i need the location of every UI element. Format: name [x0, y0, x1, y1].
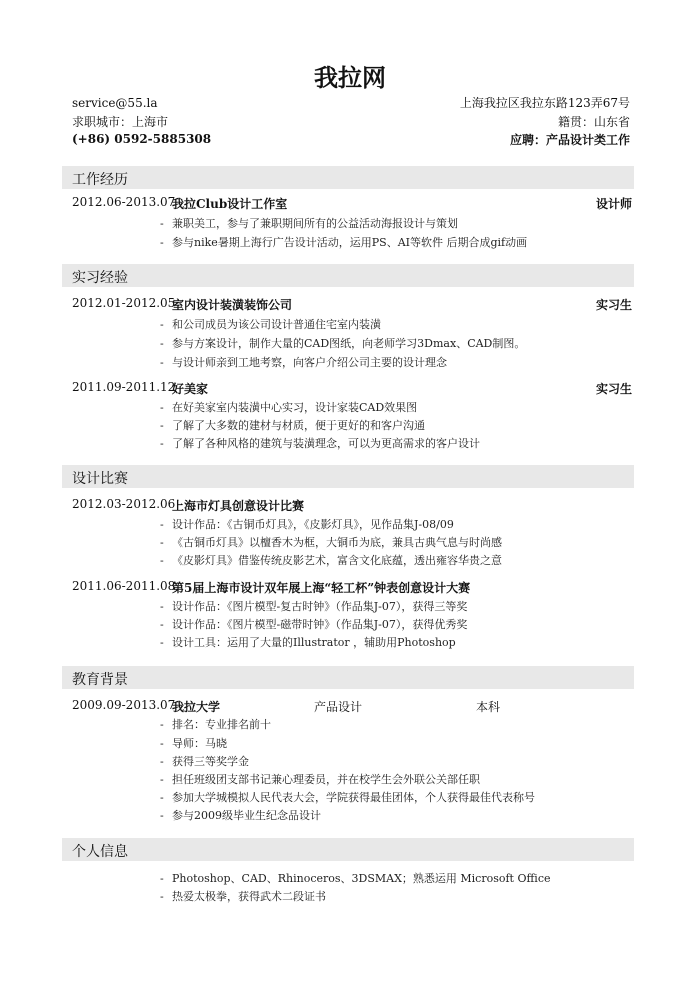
city-text: 求职城市：上海市 [72, 115, 169, 129]
entry-organization: 好美家 [172, 382, 209, 396]
phone-text: (+86) 0592-5885308 [72, 132, 212, 146]
entry-role: 实习生 [595, 298, 632, 312]
bullet-item: - 设计作品：《图片模型-磁带时钟》（作品集J-07），获得优秀奖 [160, 618, 468, 631]
entry-date: 2012.06-2013.07 [72, 195, 176, 209]
hometown-text: 籍贯：山东省 [557, 115, 630, 129]
bullet-item: - 参加大学城模拟人民代表大会，学院获得最佳团体，个人获得最佳代表称号 [160, 791, 535, 804]
section-bar-work [62, 166, 634, 189]
section-bar-competition [62, 465, 634, 488]
bullet-item: - 担任班级团支部书记兼心理委员，并在校学生会外联公关部任职 [160, 773, 480, 786]
bullet-item: - 排名：专业排名前十 [160, 718, 271, 731]
section-title-work: 工作经历 [72, 172, 128, 188]
education-major: 产品设计 [314, 700, 363, 714]
bullet-item: - 参与nike暑期上海行广告设计活动，运用PS、AI等软件 后期合成gif动画 [160, 236, 528, 249]
bullet-item: - 设计工具：运用了大量的Illustrator ，辅助用Photoshop [160, 636, 456, 649]
resume-name: 我拉网 [314, 64, 386, 92]
bullet-item: - 与设计师亲到工地考察，向客户介绍公司主要的设计理念 [160, 356, 447, 369]
section-title-education: 教育背景 [72, 672, 128, 688]
bullet-item: - 参与方案设计，制作大量的CAD图纸，向老师学习3Dmax、CAD制图。 [160, 337, 526, 350]
bullet-item: - Photoshop、CAD、Rhinoceros、3DSMAX；熟悉运用 Microsoft Office [160, 872, 551, 885]
bullet-item: - 获得三等奖学金 [160, 755, 249, 768]
section-title-competition: 设计比赛 [72, 471, 128, 487]
bullet-item: - 了解了各种风格的建筑与装潢理念，可以为更高需求的客户设计 [160, 437, 480, 450]
bullet-item: - 设计作品：《图片模型-复古时钟》（作品集J-07），获得三等奖 [160, 600, 468, 613]
entry-organization: 第5届上海市设计双年展上海“轻工杯”钟表创意设计大赛 [172, 581, 471, 595]
bullet-item: - 《皮影灯具》借鉴传统皮影艺术，富含文化底蕴，透出雍容华贵之意 [160, 554, 502, 567]
entry-role: 设计师 [595, 197, 632, 211]
bullet-item: - 《古铜币灯具》以檀香木为框，大铜币为底，兼具古典气息与时尚感 [160, 536, 502, 549]
bullet-item: - 和公司成员为该公司设计普通住宅室内装潢 [160, 318, 381, 331]
entry-date: 2012.03-2012.06 [72, 497, 176, 511]
section-bar-education [62, 666, 634, 689]
entry-date: 2012.01-2012.05 [72, 296, 176, 310]
email-text: service@55.la [72, 96, 158, 110]
bullet-item: - 在好美家室内装潢中心实习，设计家装CAD效果图 [160, 401, 418, 414]
entry-organization: 室内设计装潢装饰公司 [172, 298, 293, 312]
section-bar-internship [62, 264, 634, 287]
section-title-personal: 个人信息 [72, 844, 128, 860]
bullet-item: - 热爱太极拳，获得武术二段证书 [160, 890, 326, 903]
bullet-item: - 了解了大多数的建材与材质，便于更好的和客户沟通 [160, 419, 425, 432]
bullet-item: - 参与2009级毕业生纪念品设计 [160, 809, 321, 822]
position-text: 应聘：产品设计类工作 [509, 133, 630, 147]
education-school: 我拉大学 [172, 700, 221, 714]
education-degree: 本科 [476, 700, 501, 714]
bullet-item: - 设计作品：《古铜币灯具》，《皮影灯具》，见作品集J-08/09 [160, 518, 454, 531]
section-title-internship: 实习经验 [72, 270, 128, 286]
education-date: 2009.09-2013.07 [72, 698, 176, 712]
bullet-item: - 导师：马晓 [160, 737, 227, 750]
section-bar-personal [62, 838, 634, 861]
entry-organization: 我拉Club设计工作室 [172, 197, 288, 211]
entry-date: 2011.09-2011.12 [72, 380, 176, 394]
entry-organization: 上海市灯具创意设计比赛 [172, 499, 305, 513]
bullet-item: - 兼职美工，参与了兼职期间所有的公益活动海报设计与策划 [160, 217, 458, 230]
entry-date: 2011.06-2011.08 [72, 579, 176, 593]
entry-role: 实习生 [595, 382, 632, 396]
address-text: 上海我拉区我拉东路123弄67号 [459, 96, 630, 110]
